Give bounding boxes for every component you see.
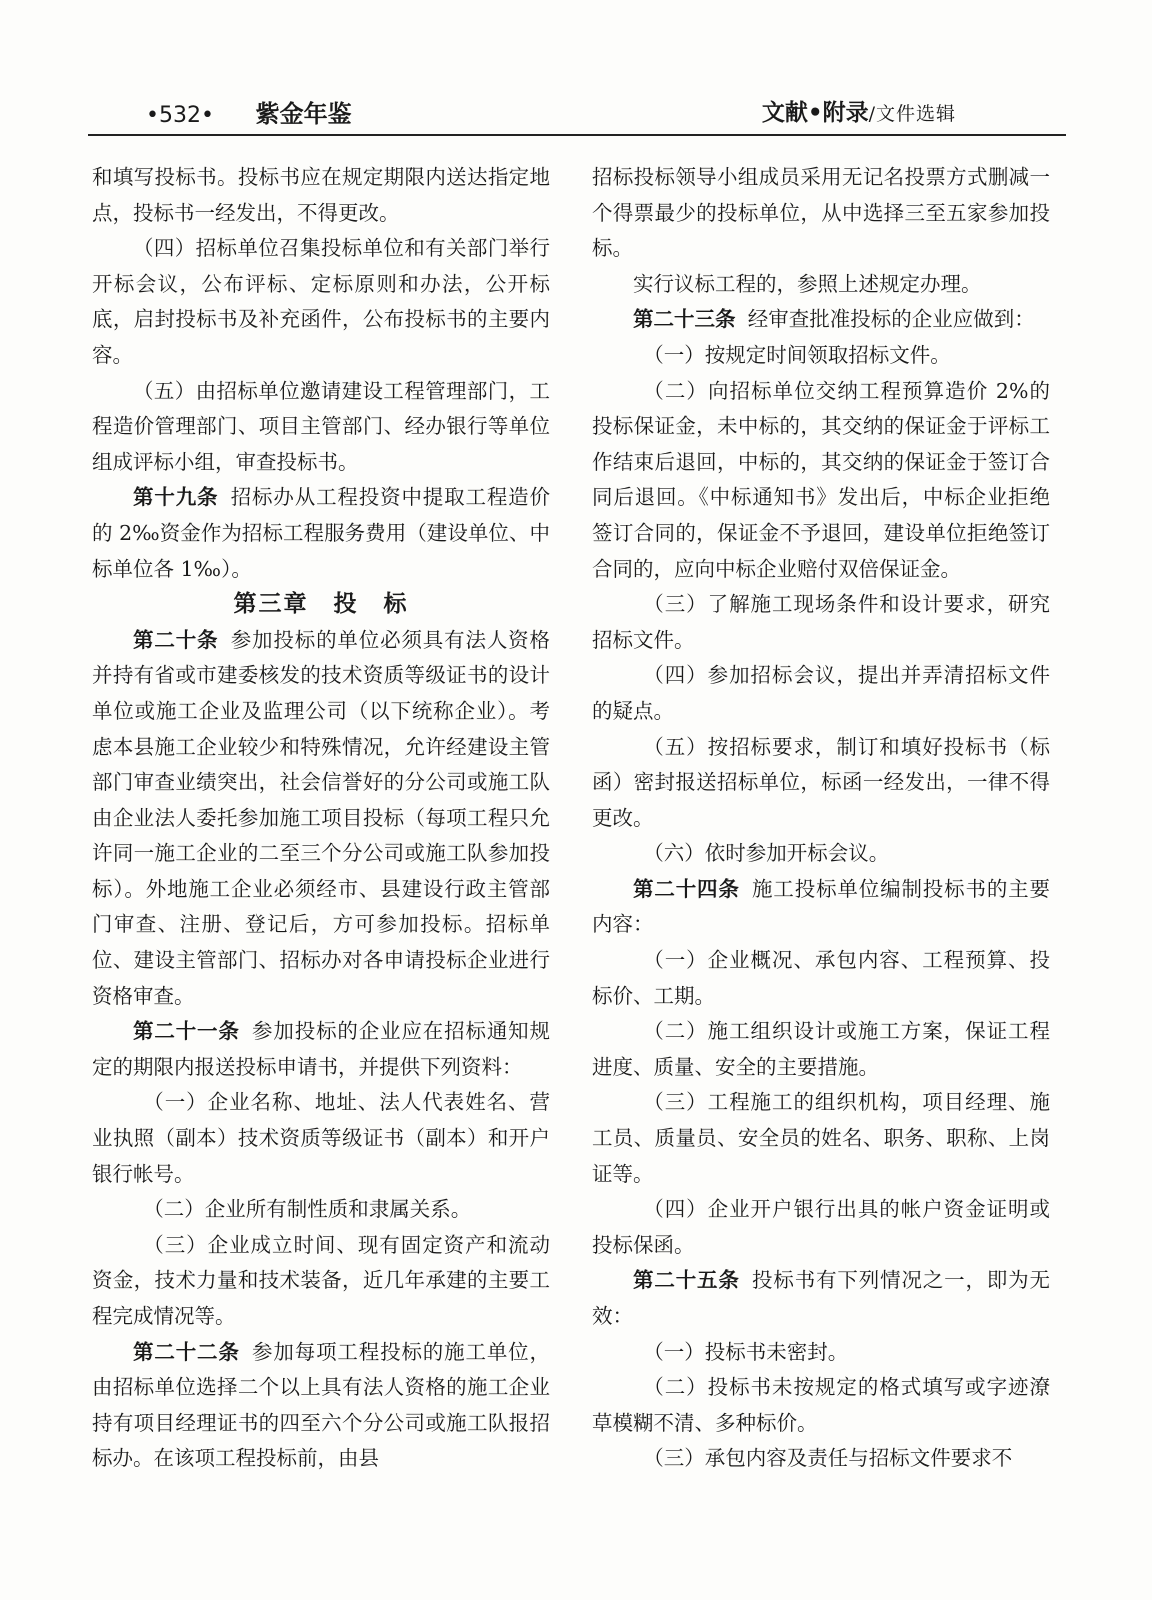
list-item: （三）企业成立时间、现有固定资产和流动资金，技术力量和技术装备，近几年承建的主要工程完成情况等。 (92, 1232, 550, 1328)
article-21 (92, 1014, 550, 1085)
list-item: （六）依时参加开标会议。 (643, 841, 890, 866)
article-text: 参加每项工程投标的施工单位，由招标单位选择二个以上具有法人资格的施工企业持有项目经理证书的四至六个分公司或施工队报招标办。在该项工程投标前，由县 (92, 1339, 551, 1471)
page-number: •532• (146, 103, 214, 128)
list-item: （三）工程施工的组织机构，项目经理、施工员、质量员、安全员的姓名、职务、职称、上岗证等。 (592, 1090, 1050, 1186)
article-title: 第二十条 (133, 627, 219, 652)
article-23 (592, 302, 1050, 338)
list-item: （一）按规定时间领取招标文件。 (643, 342, 951, 367)
list-item: （一）企业名称、地址、法人代表姓名、营业执照（副本）技术资质等级证书（副本）和开户银行帐号。 (92, 1090, 550, 1186)
chapter-heading: 第三章 投 标 (233, 591, 409, 618)
list-item: （五）按招标要求，制订和填好投标书（标函）密封报送招标单位，标函一经发出，一律不得更改。 (592, 734, 1050, 830)
list-item: （二）施工组织设计或施工方案，保证工程进度、质量、安全的主要措施。 (592, 1019, 1050, 1079)
header-right (762, 94, 956, 127)
article-title: 第二十五条 (633, 1268, 740, 1293)
paragraph: （四）招标单位召集投标单位和有关部门举行开标会议，公布评标、定标原则和办法，公开标底，启封投标书及补充函件，公布投标书的主要内容。 (92, 236, 550, 367)
list-item: （四）参加招标会议，提出并弄清招标文件的疑点。 (592, 663, 1050, 723)
article-19 (92, 480, 550, 587)
list-item: （一）企业概况、承包内容、工程预算、投标价、工期。 (592, 948, 1050, 1008)
article-20 (92, 623, 550, 1015)
article-text: 经审查批准投标的企业应做到： (747, 307, 1035, 332)
list-item: （四）企业开户银行出具的帐户资金证明或投标保函。 (592, 1197, 1050, 1257)
article-title: 第二十四条 (633, 876, 740, 901)
article-title: 第二十二条 (133, 1339, 240, 1364)
article-24 (592, 872, 1050, 943)
article-text: 参加投标的企业应在招标通知规定的期限内报送投标申请书，并提供下列资料： (92, 1019, 551, 1079)
page-header (88, 92, 1066, 136)
article-text: 投标书有下列情况之一，即为无效： (592, 1268, 1051, 1328)
list-item: （二）向招标单位交纳工程预算造价 2%的投标保证金，未中标的，其交纳的保证金于评标工作结束后退回，中标的，其交纳的保证金于签订合同后退回。《中标通知书》发出后，中标企业拒绝签订合同的，保证金不予退回，建设单位拒绝签订合同的，应向中标企业赔付双倍保证金。 (592, 378, 1050, 581)
paragraph: 和填写投标书。投标书应在规定期限内送达指定地点，投标书一经发出，不得更改。 (92, 165, 550, 225)
right-column (592, 160, 1050, 1477)
yearbook-title: 紫金年鉴 (255, 100, 352, 128)
article-text: 招标办从工程投资中提取工程造价的 2‰资金作为招标工程服务费用（建设单位、中标单位各 1‰）。 (92, 485, 551, 581)
left-column (92, 160, 550, 1477)
list-item: （三）了解施工现场条件和设计要求，研究招标文件。 (592, 592, 1050, 652)
list-item: （二）企业所有制性质和隶属关系。 (143, 1197, 472, 1222)
article-text: 参加投标的单位必须具有法人资格并持有省或市建委核发的技术资质等级证书的设计单位或施工企业及监理公司（以下统称企业）。考虑本县施工企业较少和特殊情况，允许经建设主管部门审查业绩突出，社会信誉好的分公司或施工队由企业法人委托参加施工项目投标（每项工程只允许同一施工企业的二至三个分公司或施工队参加投标）。外地施工企业必须经市、县建设行政主管部门审查、注册、登记后，方可参加投标。招标单位、建设主管部门、招标办对各申请投标企业进行资格审查。 (92, 627, 551, 1008)
article-title: 第十九条 (133, 485, 219, 510)
article-title: 第二十一条 (133, 1019, 240, 1044)
subsection-title: /文件选辑 (868, 103, 956, 125)
section-title: 文献•附录 (761, 100, 869, 126)
list-item: （一）投标书未密封。 (643, 1339, 849, 1364)
article-title: 第二十三条 (633, 307, 736, 332)
paragraph: 招标投标领导小组成员采用无记名投票方式删减一个得票最少的投标单位，从中选择三至五家参加投标。 (592, 165, 1050, 261)
paragraph: （五）由招标单位邀请建设工程管理部门，工程造价管理部门、项目主管部门、经办银行等单位组成评标小组，审查投标书。 (92, 378, 550, 474)
list-item: （二）投标书未按规定的格式填写或字迹潦草模糊不清、多种标价。 (592, 1375, 1050, 1435)
header-left (146, 94, 352, 129)
article-22 (92, 1335, 550, 1477)
article-text: 施工投标单位编制投标书的主要内容： (592, 876, 1051, 937)
paragraph: 实行议标工程的，参照上述规定办理。 (633, 271, 982, 296)
article-25 (592, 1263, 1050, 1334)
list-item: （三）承包内容及责任与招标文件要求不 (643, 1446, 1013, 1471)
